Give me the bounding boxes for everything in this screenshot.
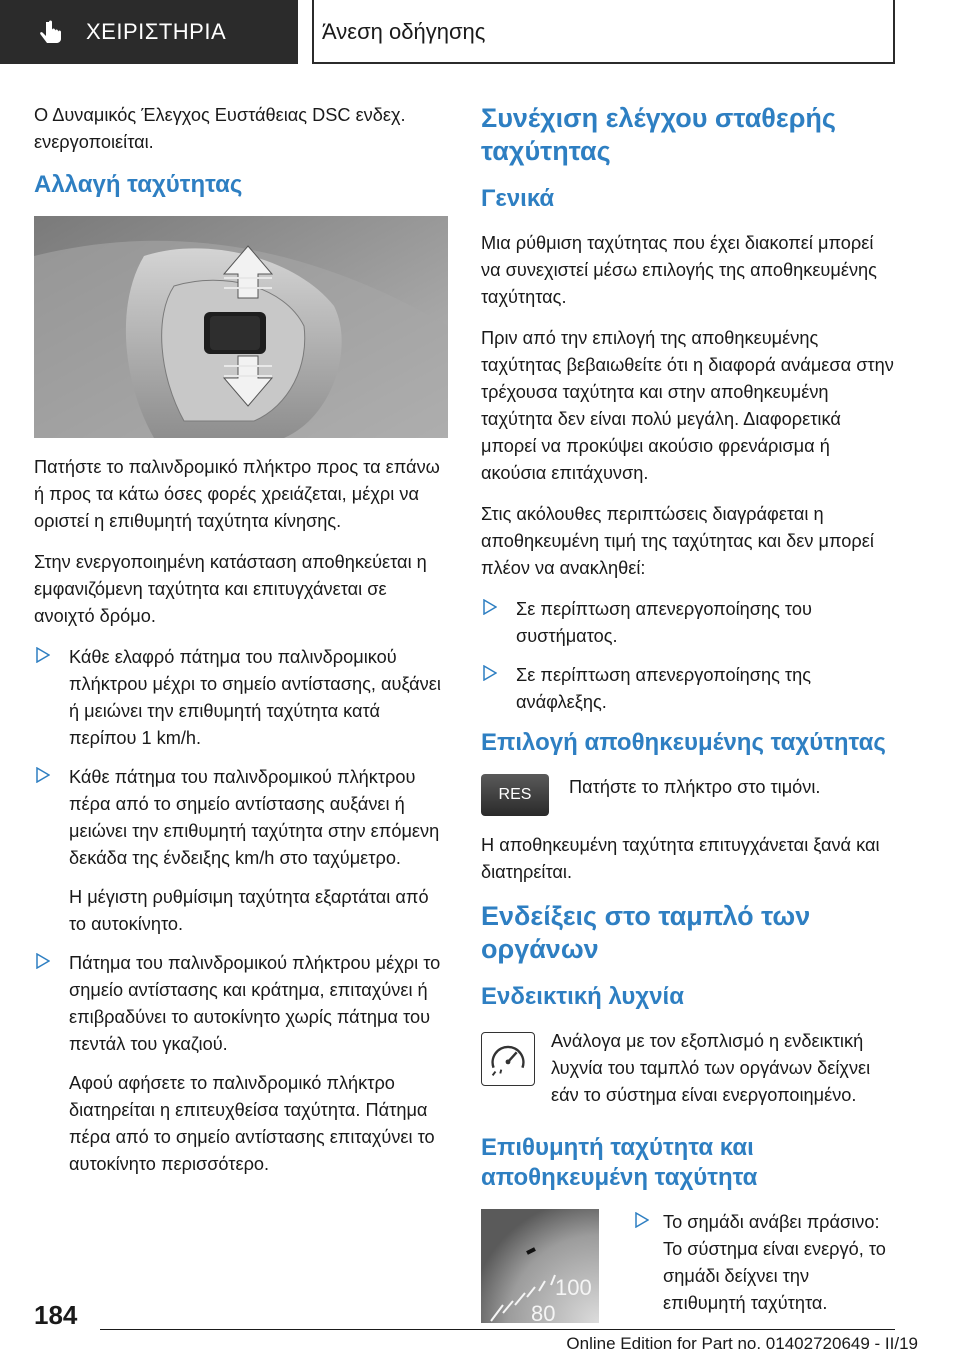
- list-item: [481, 662, 895, 716]
- heading-general: Γενικά: [481, 185, 555, 212]
- steering-wheel-rocker-image: [34, 216, 448, 438]
- bullet-note: Η μέγιστη ρυθμίσιμη ταχύτητα εξαρτάται από το αυτοκίνητο.: [69, 887, 429, 934]
- bullet-text: Σε περίπτωση απενεργοποίησης της ανάφλεξης.: [516, 665, 811, 712]
- bullet-note: Αφού αφήσετε το παλινδρομικό πλήκτρο διατηρείται η επιτευχθείσα ταχύτητα. Πάτημα πέρα από το σημείο αντίστασης επιταχύνει το αυτοκίνητο περισσότερο.: [69, 1073, 435, 1174]
- res-button-icon: RES: [481, 774, 549, 816]
- bullet-triangle-icon: [483, 665, 497, 681]
- heading-target-stored-speed: Επιθυμητή ταχύτητα και αποθηκευμένη ταχύτητα: [481, 1134, 758, 1191]
- speedo-label-100: 100: [555, 1275, 592, 1300]
- heading-indicator-lamp: Ενδεικτική λυχνία: [481, 983, 684, 1010]
- paragraph-stored-speed: Στην ενεργοποιημένη κατάσταση αποθηκεύεται η εμφανιζόμενη ταχύτητα και επιτυγχάνεται σε ανοιχτό δρόμο.: [34, 552, 427, 626]
- heading-change-speed: Αλλαγή ταχύτητας: [34, 171, 243, 198]
- list-item: [34, 950, 448, 1178]
- bullet-text: Πάτημα του παλινδρομικού πλήκτρου μέχρι το σημείο αντίστασης και κράτημα, επιταχύνει ή επιβραδύνει το αυτοκίνητο χωρίς πάτημα του πεντάλ του γκαζιού.: [69, 953, 441, 1054]
- bullet-triangle-icon: [483, 599, 497, 615]
- list-item: [633, 1209, 895, 1317]
- bullet-triangle-icon: [36, 647, 50, 663]
- edition-text: Online Edition for Part no. 01402720649 - II/19: [566, 1334, 918, 1353]
- hand-pointer-icon: [38, 20, 64, 48]
- speedometer-row: [481, 1209, 895, 1323]
- indicator-description: Ανάλογα με τον εξοπλισμό η ενδεικτική λυχνία του ταμπλό των οργάνων δείχνει εάν το σύστημα είναι ενεργοποιημένο.: [551, 1031, 871, 1105]
- bullet-triangle-icon: [635, 1212, 649, 1228]
- bullet-text: Κάθε πάτημα του παλινδρομικού πλήκτρου πέρα από το σημείο αντίστασης αυξάνει ή μειώνει την επιθυμητή ταχύτητα στην επόμενη δεκάδα της ένδειξης km/h στο ταχύμετρο.: [69, 767, 440, 868]
- footer-divider: [100, 1329, 895, 1330]
- indicator-row: [481, 1028, 895, 1109]
- header-chapter-title: Άνεση οδήγησης: [322, 19, 486, 44]
- heading-select-stored: Επιλογή αποθηκευμένης ταχύτητας: [481, 729, 886, 756]
- paragraph-resume: Μια ρύθμιση ταχύτητας που έχει διακοπεί μπορεί να συνεχιστεί μέσω επιλογής της αποθηκευμένης ταχύτητας.: [481, 233, 877, 307]
- heading-continue-cruise: Συνέχιση ελέγχου σταθερής ταχύτητας: [481, 103, 836, 166]
- bullet-text: Σε περίπτωση απενεργοποίησης του συστήματος.: [516, 599, 812, 646]
- bullet-text: Κάθε ελαφρό πάτημα του παλινδρομικού πλήκτρου μέχρι το σημείο αντίστασης, αυξάνει ή μειώνει την επιθυμητή ταχύτητα κατά περίπου 1 km/h.: [69, 647, 441, 748]
- header-section-title: ΧΕΙΡΙΣΤΗΡΙΑ: [86, 19, 227, 44]
- paragraph-deleted-cases: Στις ακόλουθες περιπτώσεις διαγράφεται η αποθηκευμένη τιμή της ταχύτητας και δεν μπορεί πλέον να ανακληθεί:: [481, 504, 874, 578]
- list-item: [34, 644, 448, 752]
- right-column: [481, 102, 895, 1339]
- list-item: [34, 764, 448, 938]
- res-instruction: Πατήστε το πλήκτρο στο τιμόνι.: [569, 777, 821, 797]
- speedo-label-80: 80: [531, 1301, 556, 1323]
- intro-text: Ο Δυναμικός Έλεγχος Ευστάθειας DSC ενδεχ. ενεργοποιείται.: [34, 105, 406, 152]
- bullet-text: Το σημάδι ανάβει πράσινο: Το σύστημα είναι ενεργό, το σημάδι δείχνει την επιθυμητή ταχύτητα.: [663, 1212, 886, 1313]
- res-row: [481, 774, 895, 816]
- speedometer-image: [481, 1209, 599, 1323]
- page-number: 184: [34, 1300, 78, 1330]
- paragraph-check-difference: Πριν από την επιλογή της αποθηκευμένης ταχύτητας βεβαιωθείτε ότι η διαφορά ανάμεσα στην τρέχουσα ταχύτητα και στην αποθηκευμένη ταχύτητα δεν είναι πολύ μεγάλη. Διαφορετικά μπορεί να προκύψει ακούσιο φρενάρισμα ή ακούσια επιτάχυνση.: [481, 328, 894, 483]
- paragraph-reached-again: Η αποθηκευμένη ταχύτητα επιτυγχάνεται ξανά και διατηρείται.: [481, 835, 880, 882]
- list-item: [481, 596, 895, 650]
- left-column: [34, 102, 448, 1190]
- bullet-triangle-icon: [36, 953, 50, 969]
- heading-cluster-displays: Ενδείξεις στο ταμπλό των οργάνων: [481, 901, 811, 964]
- bullet-triangle-icon: [36, 767, 50, 783]
- cruise-control-indicator-icon: [481, 1032, 535, 1086]
- paragraph-press-rocker: Πατήστε το παλινδρομικό πλήκτρο προς τα επάνω ή προς τα κάτω όσες φορές χρειάζεται, μέχρι να οριστεί η επιθυμητή ταχύτητα κίνησης.: [34, 457, 440, 531]
